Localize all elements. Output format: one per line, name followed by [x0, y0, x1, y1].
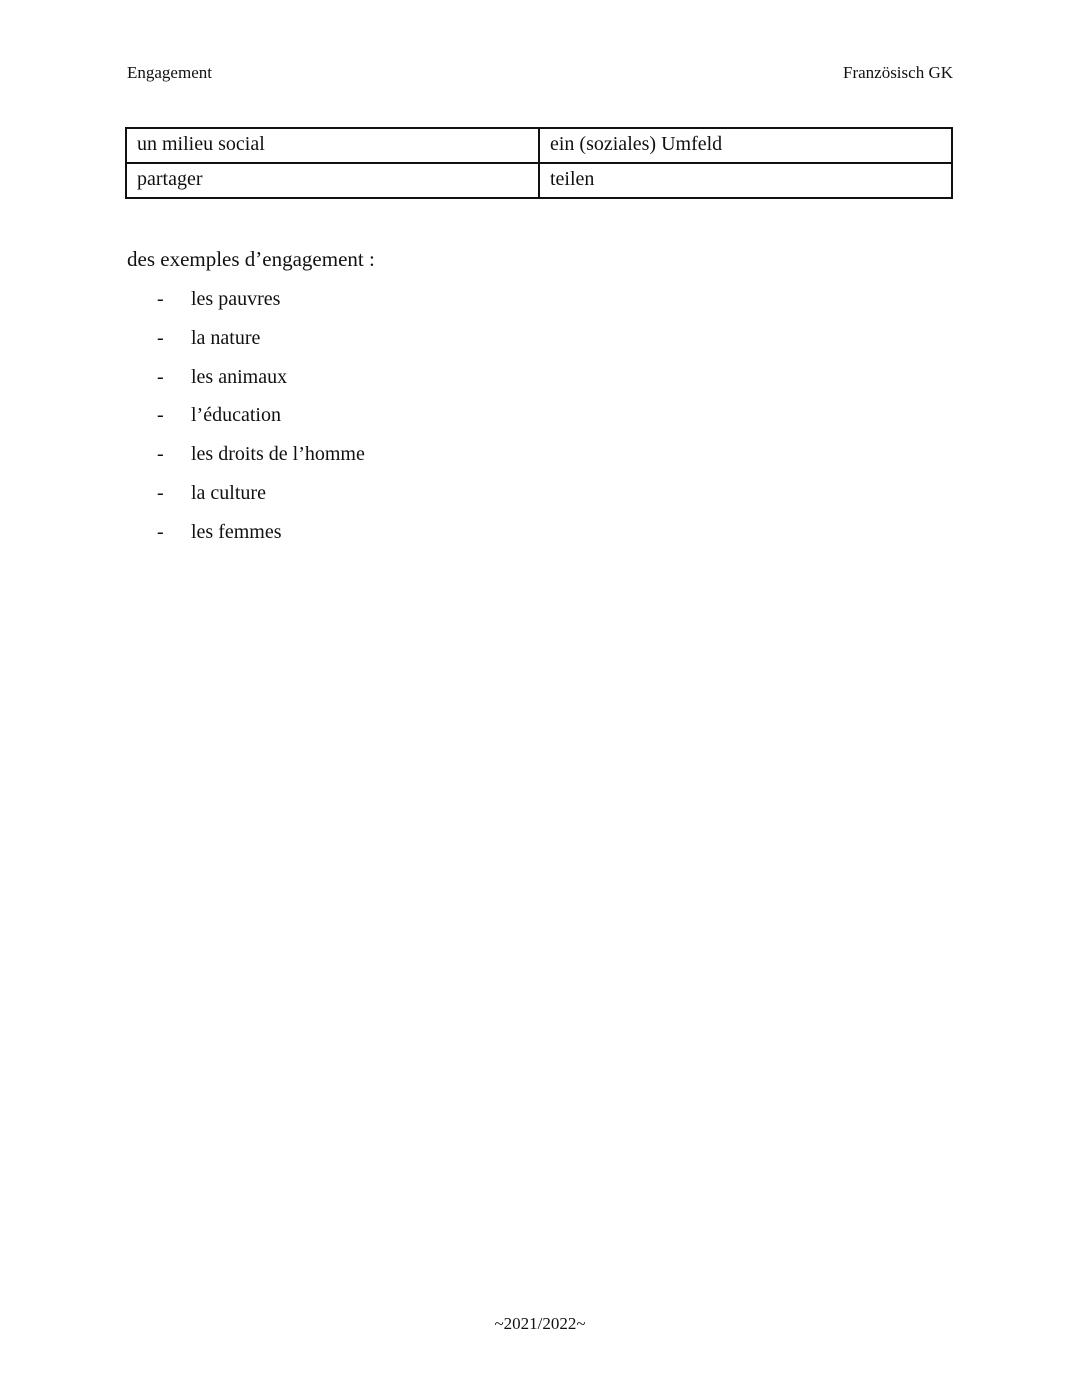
bullet-dash: - — [157, 481, 164, 504]
list-item-text: les femmes — [191, 520, 282, 543]
examples-list — [127, 287, 365, 559]
list-item — [127, 326, 365, 365]
french-term: un milieu social — [126, 128, 539, 163]
header-subject: Französisch GK — [842, 63, 953, 82]
list-item — [127, 403, 365, 442]
bullet-dash: - — [157, 288, 164, 310]
german-translation: teilen — [539, 163, 952, 198]
list-item — [127, 481, 365, 520]
list-item — [127, 442, 365, 481]
list-item — [127, 365, 365, 404]
list-item-text: l’éducation — [191, 404, 281, 427]
bullet-dash: - — [157, 404, 164, 427]
list-item-text: les droits de l’homme — [191, 443, 365, 466]
bullet-dash: - — [157, 326, 164, 349]
vocabulary-table — [125, 127, 953, 199]
table-row — [126, 163, 952, 198]
list-item-text: la nature — [191, 326, 261, 349]
french-term: partager — [126, 163, 539, 198]
bullet-dash: - — [157, 520, 164, 543]
list-item — [127, 287, 365, 326]
header-topic: Engagement — [127, 63, 212, 82]
list-item-text: la culture — [191, 481, 266, 504]
list-item — [127, 520, 365, 559]
examples-intro: des exemples d’engagement : — [127, 247, 375, 271]
list-item-text: les pauvres — [191, 288, 281, 310]
german-translation: ein (soziales) Umfeld — [539, 128, 952, 163]
footer-school-year: ~2021/2022~ — [494, 1314, 586, 1333]
bullet-dash: - — [157, 443, 164, 466]
table-row — [126, 128, 952, 163]
bullet-dash: - — [157, 365, 164, 388]
list-item-text: les animaux — [191, 365, 288, 388]
